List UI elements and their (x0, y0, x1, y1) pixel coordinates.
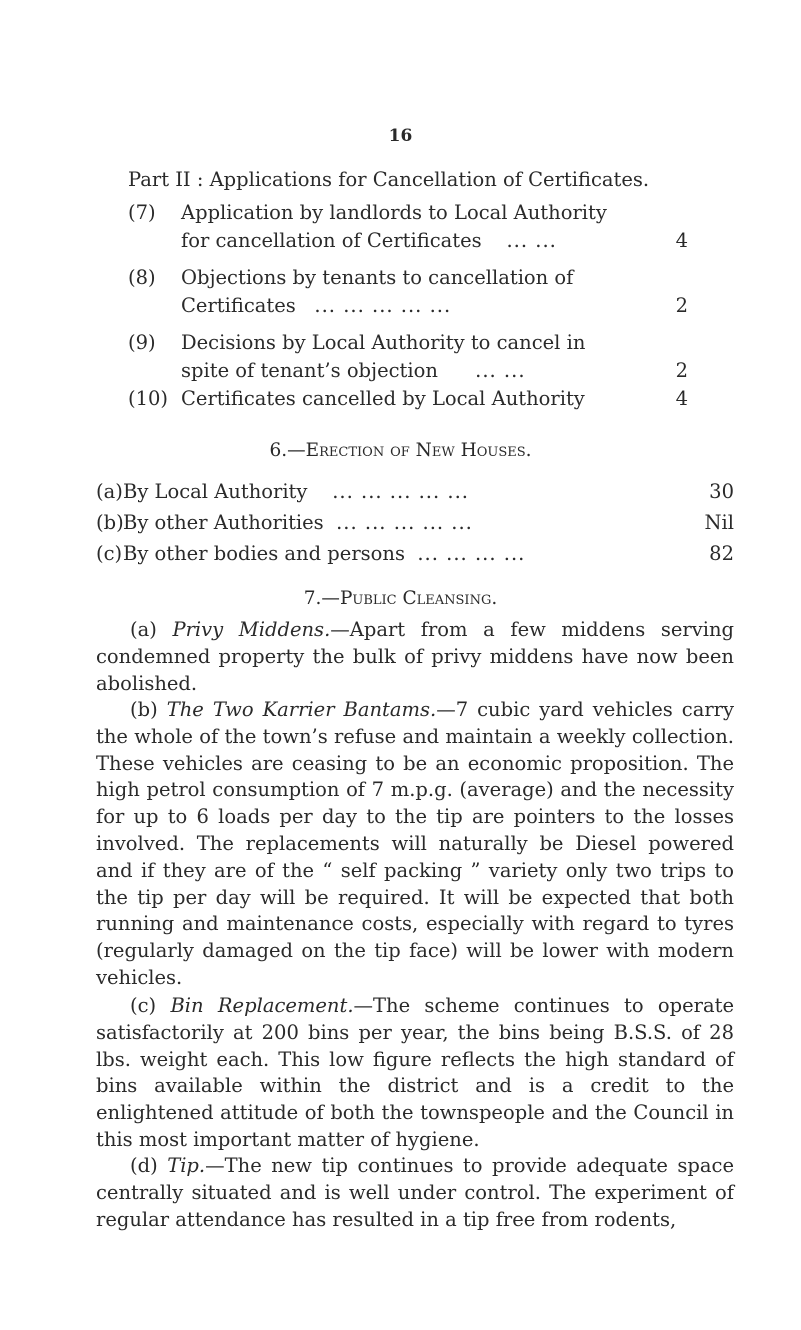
row-value: 82 (709, 542, 734, 565)
item-text-line1: Certificates cancelled by Local Authority (181, 387, 585, 410)
item-number: (10) (128, 387, 169, 410)
dot-leader: ... ... ... ... ... (314, 294, 452, 317)
para-letter: (a) (130, 618, 157, 641)
item-text-line1: Objections by tenants to cancellation of (181, 266, 574, 289)
paragraph-karrier-bantams (96, 697, 734, 992)
row-label: By other Authorities (123, 511, 324, 534)
item-value: 4 (675, 387, 688, 410)
item-value: 2 (675, 294, 688, 317)
section-number: 7.— (303, 588, 340, 609)
application-item (128, 264, 688, 320)
houses-row (96, 511, 734, 539)
para-letter: (c) (130, 994, 157, 1017)
application-item (128, 329, 688, 385)
para-body: —The new tip continues to provide adequate space centrally situated and is well under control. The experiment of regular attendance has resulted in a tip free from rodents, (96, 1154, 735, 1231)
item-text-line1: Application by landlords to Local Authority (181, 201, 607, 224)
row-letter: (b) (96, 511, 124, 534)
application-item (128, 385, 688, 413)
section-6-heading (0, 440, 801, 461)
application-item (128, 199, 688, 255)
dot-leader: ... ... (475, 359, 526, 382)
row-letter: (a) (96, 480, 123, 503)
page-number: 16 (388, 126, 413, 146)
para-body: —The scheme continues to operate satisfactorily at 200 bins per year, the bins being B.S.S. of 28 lbs. weight each. This low figure reflects the high standard of bins available within the district and is a credit to the enlightened attitude of both the townspeople and the Council in this most important matter of hygiene. (96, 994, 735, 1151)
section-number: 6.— (269, 440, 306, 461)
item-text-line2: spite of tenant’s objection (181, 359, 438, 382)
para-body: —Apart from a few middens serving condemned property the bulk of privy middens have now been abolished. (96, 618, 735, 695)
item-number: (9) (128, 331, 156, 354)
row-label: By other bodies and persons (123, 542, 405, 565)
para-letter: (d) (130, 1154, 158, 1177)
para-title: Tip. (167, 1154, 206, 1177)
houses-row (96, 480, 734, 508)
item-text-line2: Certificates (181, 294, 296, 317)
section-7-heading (0, 588, 801, 609)
row-label: By Local Authority (123, 480, 308, 503)
section-title: Public Cleansing. (339, 588, 498, 609)
item-text-line2: for cancellation of Certificates (181, 229, 482, 252)
para-title: The Two Karrier Bantams. (166, 698, 437, 721)
paragraph-bin-replacement (96, 993, 734, 1154)
item-number: (8) (128, 266, 156, 289)
item-number: (7) (128, 201, 156, 224)
para-title: Privy Middens. (172, 618, 331, 641)
paragraph-tip (96, 1153, 734, 1233)
item-value: 4 (675, 229, 688, 252)
houses-row (96, 542, 734, 570)
part-ii-title: Part II : Applications for Cancellation of Certificates. (128, 168, 650, 191)
row-letter: (c) (96, 542, 123, 565)
section-title: Erection of New Houses. (305, 440, 532, 461)
paragraph-privy-middens (96, 617, 734, 697)
dot-leader: ... ... ... ... ... (336, 511, 473, 534)
dot-leader: ... ... ... ... ... (332, 480, 469, 503)
item-value: 2 (675, 359, 688, 382)
dot-leader: ... ... (506, 229, 557, 252)
para-title: Bin Replacement. (170, 994, 354, 1017)
row-value: Nil (704, 511, 734, 534)
dot-leader: ... ... ... ... (417, 542, 526, 565)
item-text-line1: Decisions by Local Authority to cancel in (181, 331, 586, 354)
para-body: —7 cubic yard vehicles carry the whole of the town’s refuse and maintain a weekly collection. These vehicles are ceasing to be an economic proposition. The high petrol consumption of 7 m.p.g. (average) and the necessity for up to 6 loads per day to the tip are pointers to the losses involved. The replacements will naturally be Diesel powered and if they are of the “ self packing ” variety only two trips to the tip per day will be required. It will be expected that both running and maintenance costs, especially with regard to tyres (regularly damaged on the tip face) will be lower with modern vehicles. (96, 698, 734, 989)
row-value: 30 (709, 480, 734, 503)
para-letter: (b) (130, 698, 158, 721)
